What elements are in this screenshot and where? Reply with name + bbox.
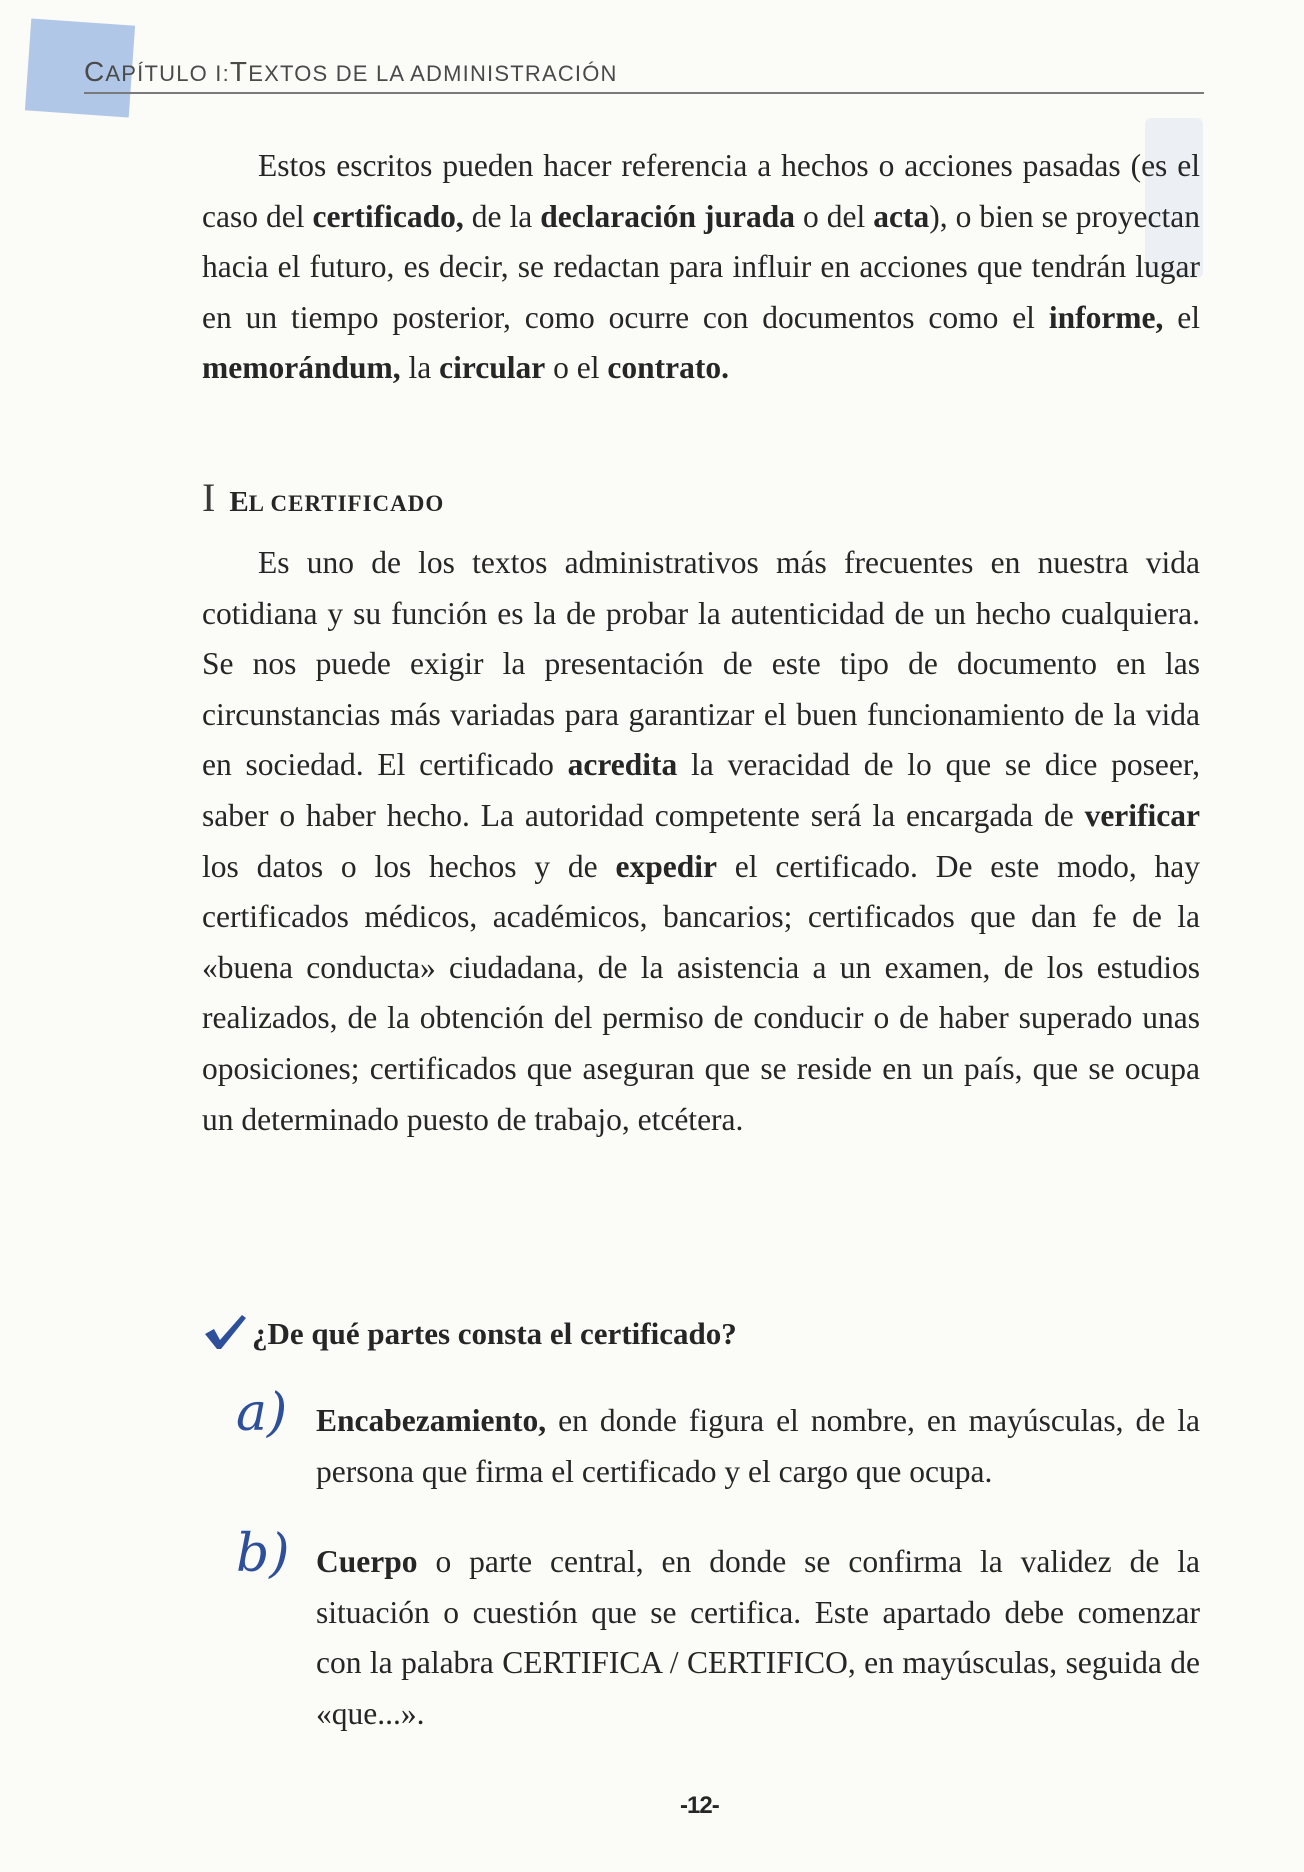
- cert-text-1: Es uno de los textos administrativos más frecuentes en nuestra vida cotidiana y su función es la de probar la autenticidad de un hecho cualquiera. Se nos puede exigir la presentación de este tipo de documento en las circunstancias más variadas para garantizar el buen funcionamiento de la vida en sociedad. El certificado: [202, 545, 1200, 783]
- term-encabezamiento: Encabezamiento,: [316, 1403, 547, 1438]
- intro-text-1: Estos escritos pueden hacer referencia a hechos o acciones pasadas (es el caso del: [202, 148, 1200, 234]
- term-declaracion-jurada: declaración jurada: [540, 198, 795, 234]
- term-cuerpo: Cuerpo: [316, 1544, 418, 1579]
- section-heading: [202, 474, 444, 521]
- header-title: EXTOS DE LA ADMINISTRACIÓN: [248, 61, 618, 86]
- list-item: [236, 1383, 1200, 1497]
- section-title-part2: CERTIFICADO: [270, 491, 445, 516]
- term-certificado: certificado,: [312, 198, 464, 234]
- term-acta: acta: [873, 198, 930, 234]
- question-text: ¿De qué partes consta el certificado?: [252, 1316, 737, 1351]
- header-chapter-cap: C: [84, 56, 106, 87]
- term-expedir: expedir: [615, 848, 717, 884]
- section-number: I: [202, 475, 216, 520]
- list-item-text: o parte central, en donde se confirma la validez de la situación o cuestión que se certifica. Este apartado debe comenzar con la palabra CERTIFICA / CERTIFICO, en mayúsculas, seguida de «que...».: [316, 1544, 1200, 1731]
- page-number: -12-: [680, 1792, 719, 1819]
- section-title-cap: E: [229, 486, 249, 518]
- intro-text-2: de la: [463, 198, 541, 234]
- running-header: [84, 56, 618, 88]
- intro-paragraph: [202, 141, 1200, 394]
- term-informe: informe,: [1048, 299, 1164, 335]
- list-item: [236, 1524, 1200, 1739]
- list-item-text: en donde figura el nombre, en mayúsculas, de la persona que firma el certificado y el cargo que ocupa.: [316, 1403, 1200, 1489]
- intro-text-6: la: [400, 350, 440, 386]
- header-title-cap: T: [229, 56, 249, 87]
- intro-text-4: ), o bien se proyectan hacia el futuro, es decir, se redactan para influir en acciones que tendrán lugar en un tiempo posterior, como ocurre con documentos como el: [202, 198, 1200, 335]
- term-verificar: verificar: [1084, 797, 1200, 833]
- cert-text-3: los datos o los hechos y de: [202, 848, 616, 884]
- cert-text-4: el certificado. De este modo, hay certificados médicos, académicos, bancarios; certificados que dan fe de la «buena conducta» ciudadana, de la asistencia a un examen, de los estudios realizados, de la obtención del permiso de conducir o de haber superado unas oposiciones; certificados que aseguran que se reside en un país, que se ocupa un determinado puesto de trabajo, etcétera.: [202, 848, 1201, 1137]
- intro-text-3: o del: [794, 198, 874, 234]
- intro-text-5: el: [1163, 299, 1201, 335]
- term-circular: circular: [439, 350, 546, 386]
- header-rule: [84, 92, 1204, 94]
- cert-text-2: la veracidad de lo que se dice poseer, saber o haber hecho. La autoridad competente será la encargada de: [202, 747, 1200, 833]
- list-marker: b): [236, 1524, 290, 1584]
- term-acredita: acredita: [567, 747, 678, 783]
- header-chapter-label: APÍTULO I:: [105, 61, 230, 86]
- intro-text-7: o el: [545, 350, 608, 386]
- list-marker: a): [236, 1383, 288, 1443]
- certificado-paragraph: [202, 538, 1200, 1145]
- section-title-part1: L: [248, 491, 271, 516]
- checkmark-icon: [202, 1312, 248, 1352]
- term-contrato: contrato.: [607, 350, 729, 386]
- term-memorandum: memorándum,: [202, 350, 401, 386]
- question-heading: [202, 1312, 737, 1352]
